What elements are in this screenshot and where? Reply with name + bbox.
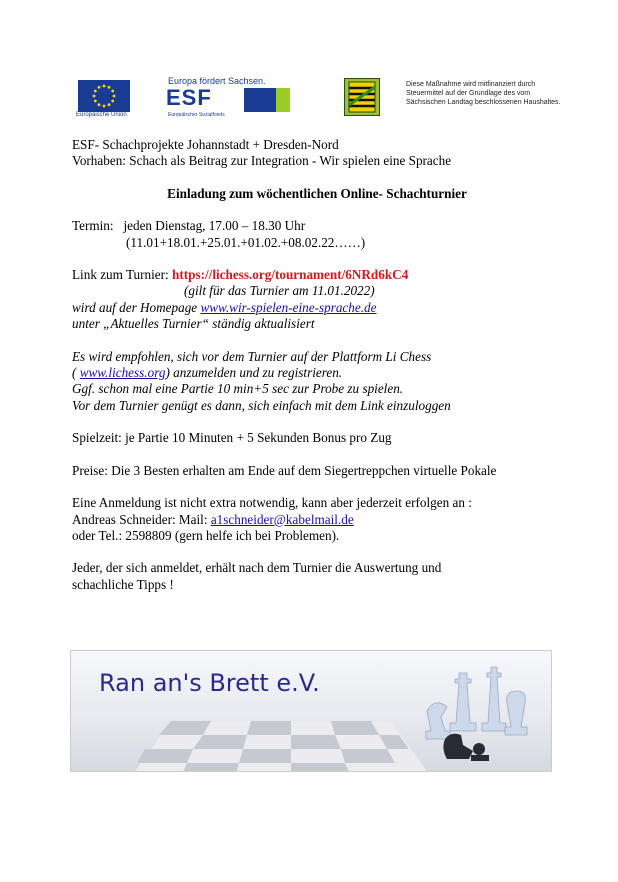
lichess-link[interactable]: www.lichess.org xyxy=(79,365,166,381)
recommendation-line-3: Ggf. schon mal eine Partie 10 min+5 sec zur Probe zu spielen. xyxy=(72,381,404,397)
chessboard-icon xyxy=(131,721,431,772)
termin-line xyxy=(72,218,562,234)
banner-title: Ran an's Brett e.V. xyxy=(99,669,320,697)
closing-line-1: Jeder, der sich anmeldet, erhält nach dem Turnier die Auswertung und xyxy=(72,560,442,576)
recommendation-line-4: Vor dem Turnier genügt es dann, sich einfach mit dem Link einzuloggen xyxy=(72,397,451,413)
homepage-line xyxy=(72,300,562,316)
termin-value: jeden Dienstag, 17.00 – 18.30 Uhr xyxy=(123,218,306,234)
homepage-link[interactable]: www.wir-spielen-eine-sprache.de xyxy=(200,299,377,315)
anmeldung-line-2 xyxy=(72,512,562,528)
eu-label: Europäische Union xyxy=(76,112,127,118)
termin-dates: (11.01+18.01.+25.01.+01.02.+08.02.22……) xyxy=(126,234,366,250)
tournament-link[interactable]: https://lichess.org/tournament/6NRd6kC4 xyxy=(172,267,409,283)
eu-flag-icon xyxy=(78,80,130,112)
anmeldung-line-1: Eine Anmeldung ist nicht extra notwendig, kann aber jederzeit erfolgen an : xyxy=(72,495,472,511)
tournament-link-label: Link zum Turnier: xyxy=(72,267,173,283)
preise-line: Preise: Die 3 Besten erhalten am Ende auf dem Siegertreppchen virtuelle Pokale xyxy=(72,462,497,478)
anmeldung-line-3: oder Tel.: 2598809 (gern helfe ich bei Problemen). xyxy=(72,527,340,543)
esf-tagline: Europa fördert Sachsen. xyxy=(168,76,266,86)
saxony-crest-icon xyxy=(344,78,380,116)
recommendation-suffix: ) anzumelden und zu registrieren. xyxy=(165,365,343,381)
contact-prefix: Andreas Schneider: Mail: xyxy=(72,511,211,527)
funding-note: Diese Maßnahme wird mitfinanziert durch Steuermittel auf der Grundlage des vom Sächsischen Landtag beschlossenen Haushaltes. xyxy=(406,81,561,106)
mail-link[interactable]: a1schneider@kabelmail.de xyxy=(210,511,354,527)
club-banner xyxy=(70,650,552,772)
header-line-2: Vorhaben: Schach als Beitrag zur Integration - Wir spielen eine Sprache xyxy=(72,153,452,169)
recommendation-line-1: Es wird empfohlen, sich vor dem Turnier auf der Plattform Li Chess xyxy=(72,348,432,364)
closing-line-2: schachliche Tipps ! xyxy=(72,576,174,592)
spielzeit-line: Spielzeit: je Partie 10 Minuten + 5 Sekunden Bonus pro Zug xyxy=(72,430,392,446)
sponsor-logos xyxy=(76,76,561,118)
recommendation-line-2 xyxy=(72,365,562,381)
esf-subtitle: Europäischer Sozialfonds xyxy=(168,112,225,118)
homepage-prefix: wird auf der Homepage xyxy=(72,299,201,315)
tournament-link-note: (gilt für das Turnier am 11.01.2022) xyxy=(184,283,375,299)
esf-logo: ESF xyxy=(166,85,212,110)
termin-label: Termin: xyxy=(72,218,114,234)
invitation-text xyxy=(72,137,562,593)
homepage-line-2: unter „Aktuelles Turnier“ ständig aktualisiert xyxy=(72,316,315,332)
header-line-1: ESF- Schachprojekte Johannstadt + Dresden-Nord xyxy=(72,137,339,152)
page-title: Einladung zum wöchentlichen Online- Schachturnier xyxy=(167,185,467,201)
chess-pieces-icon xyxy=(399,661,539,767)
tournament-link-line xyxy=(72,267,562,283)
recommendation-prefix: ( xyxy=(72,365,80,381)
esf-flag-icon xyxy=(244,88,290,112)
